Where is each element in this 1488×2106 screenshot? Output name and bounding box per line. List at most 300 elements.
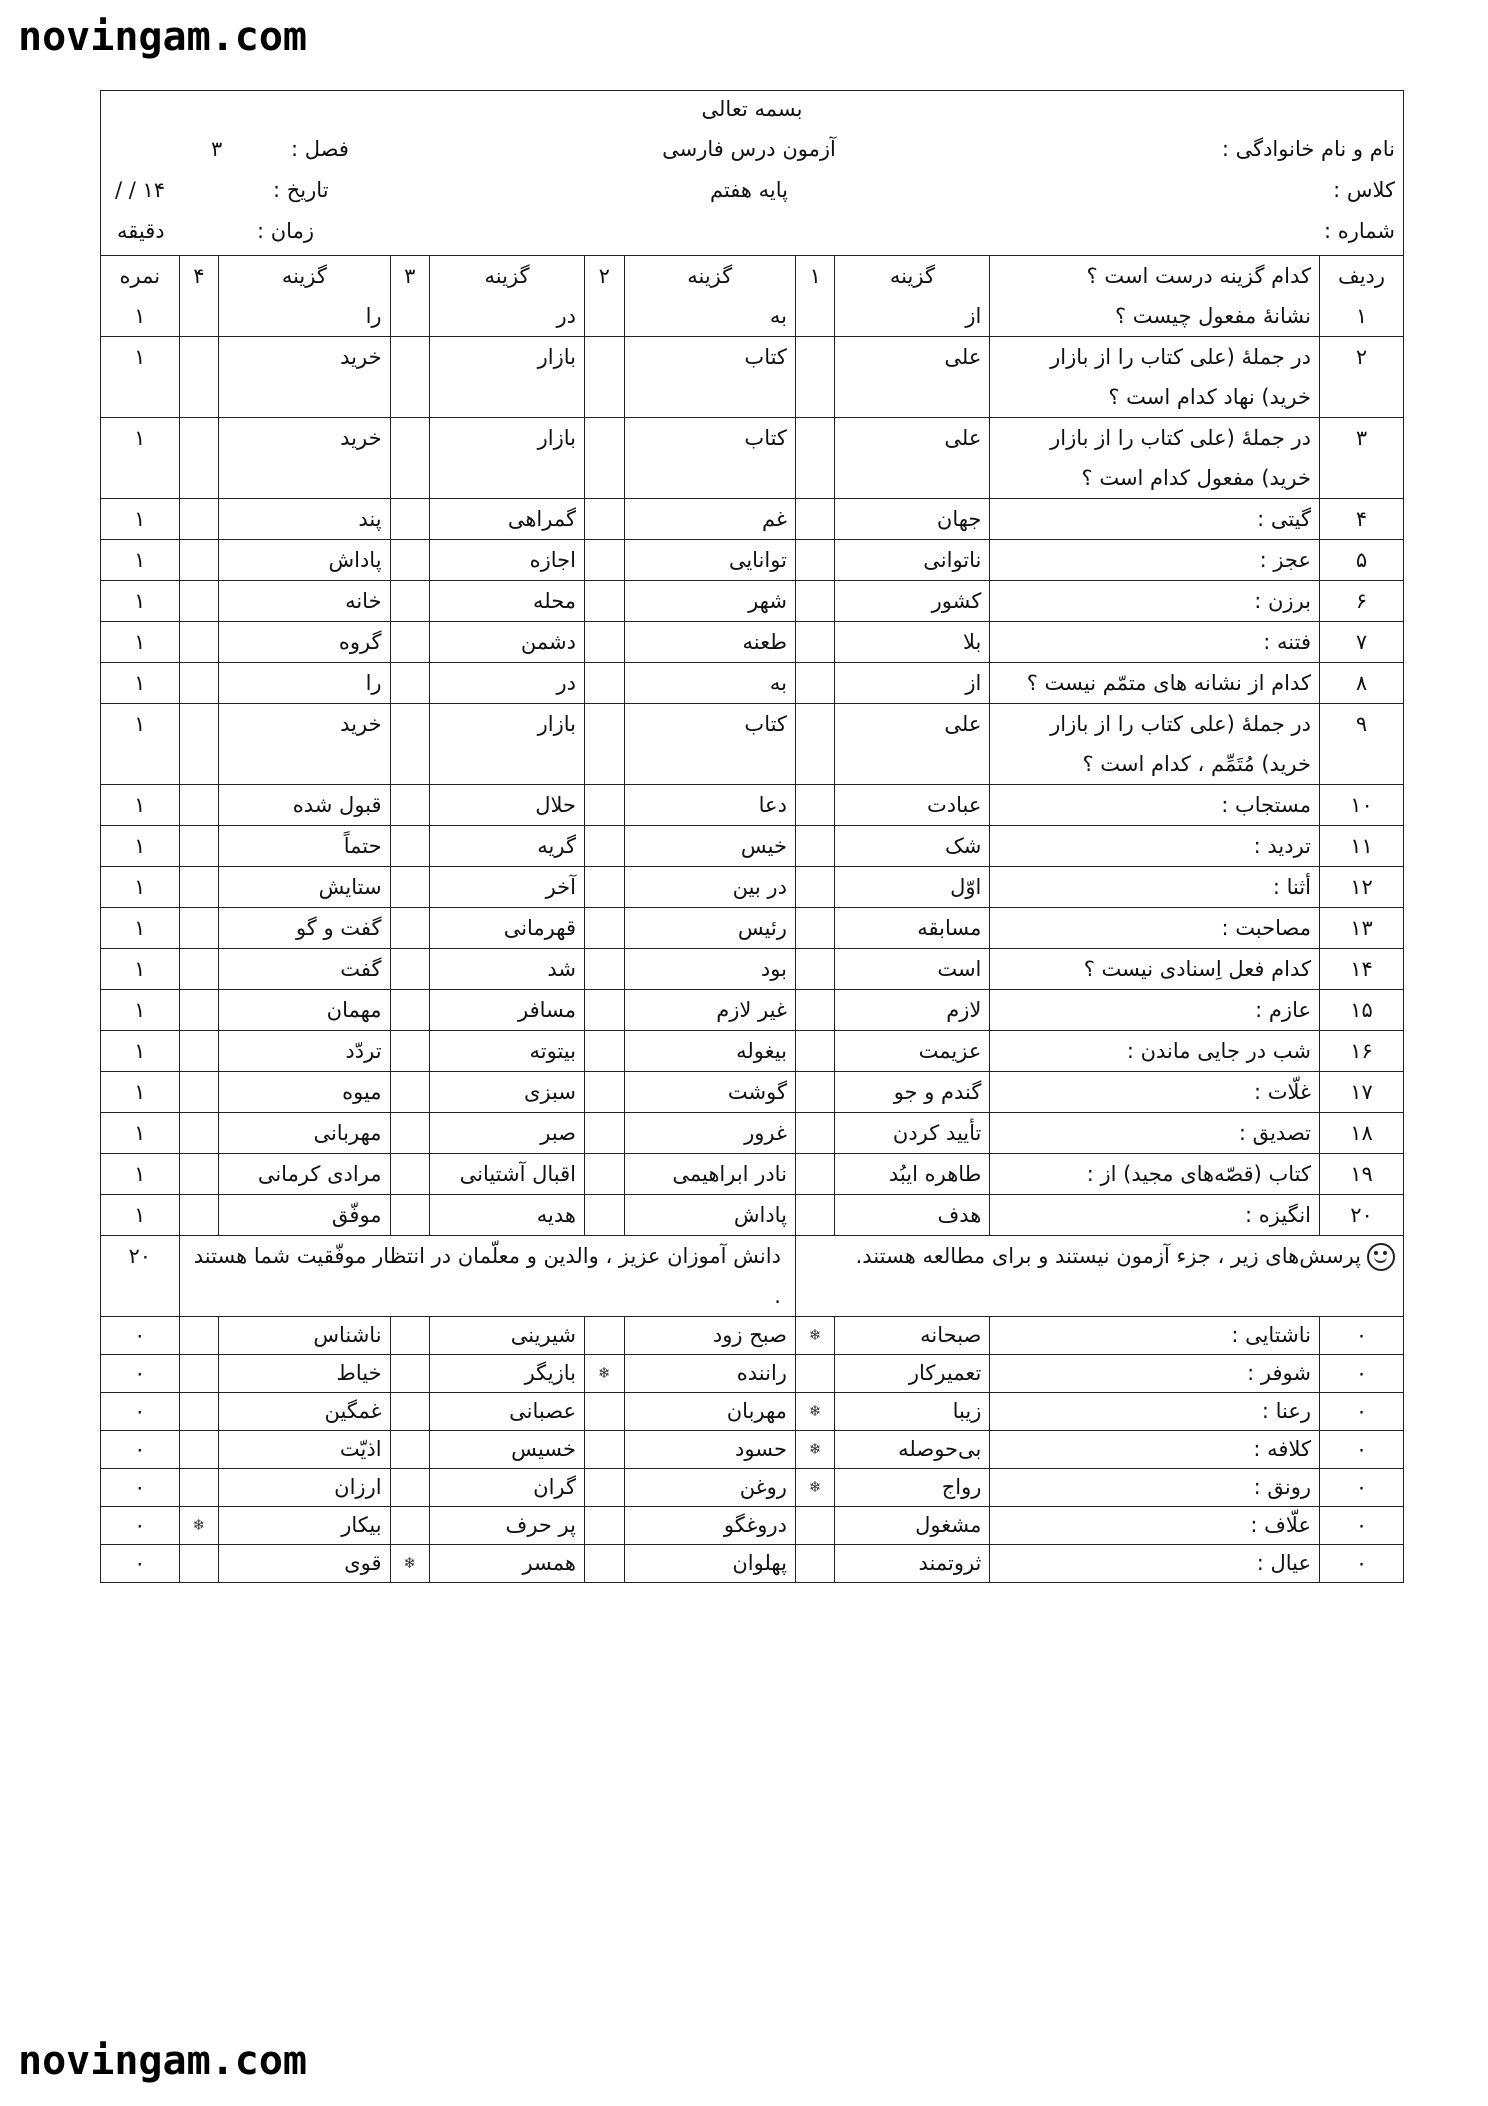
study-note-cell	[795, 1236, 1403, 1317]
time-label: زمان :	[257, 219, 314, 243]
study-option-3: پر حرف	[430, 1507, 585, 1545]
option-1-mark	[795, 540, 835, 581]
study-option-4: غمگین	[219, 1393, 390, 1431]
answer-star-icon	[179, 1545, 219, 1583]
option-2-mark	[585, 663, 625, 704]
question-text: تردید :	[990, 826, 1320, 867]
option-4: گفت و گو	[219, 908, 390, 949]
option-4: حتماً	[219, 826, 390, 867]
study-option-3: گران	[430, 1469, 585, 1507]
option-4: خرید	[219, 337, 390, 418]
option-2-mark	[585, 622, 625, 663]
question-score: ۱	[101, 908, 179, 949]
question-row	[101, 540, 1403, 581]
time-unit: دقیقه	[117, 219, 165, 243]
study-score: ٠	[101, 1355, 179, 1393]
question-score: ۱	[101, 581, 179, 622]
option-4-mark	[179, 908, 219, 949]
option-2: به	[624, 663, 795, 704]
option-2: غم	[624, 499, 795, 540]
answer-star-icon	[390, 1393, 430, 1431]
question-text: أثنا :	[990, 867, 1320, 908]
study-number: ٠	[1320, 1355, 1404, 1393]
option-3: گریه	[430, 826, 585, 867]
col-option4-number: ۴	[179, 256, 219, 296]
question-row	[101, 1072, 1403, 1113]
option-2: به	[624, 296, 795, 337]
question-text: نشانهٔ مفعول چیست ؟	[990, 296, 1320, 337]
study-number: ٠	[1320, 1545, 1404, 1583]
option-2-mark	[585, 1072, 625, 1113]
option-3-mark	[390, 663, 430, 704]
question-score: ۱	[101, 1072, 179, 1113]
question-text: در جملهٔ (علی کتاب را از بازار خرید) نهاد کدام است ؟	[990, 337, 1320, 418]
option-4: مرادی کرمانی	[219, 1154, 390, 1195]
option-2: شهر	[624, 581, 795, 622]
option-4-mark	[179, 663, 219, 704]
option-1-mark	[795, 1031, 835, 1072]
option-3: گمراهی	[430, 499, 585, 540]
question-text: تصدیق :	[990, 1113, 1320, 1154]
question-score: ۱	[101, 499, 179, 540]
option-4: گروه	[219, 622, 390, 663]
option-4-mark	[179, 1154, 219, 1195]
questions-table	[101, 256, 1403, 1582]
exam-header	[101, 91, 1403, 256]
study-score: ٠	[101, 1431, 179, 1469]
option-3-mark	[390, 1154, 430, 1195]
study-number: ٠	[1320, 1507, 1404, 1545]
question-score: ۱	[101, 1031, 179, 1072]
answer-star-icon	[585, 1469, 625, 1507]
option-4: موفّق	[219, 1195, 390, 1236]
table-header-row	[101, 256, 1403, 296]
answer-star-icon	[390, 1507, 430, 1545]
option-2-mark	[585, 908, 625, 949]
exam-title: آزمون درس فارسی	[662, 137, 836, 161]
option-3-mark	[390, 337, 430, 418]
option-2: بود	[624, 949, 795, 990]
study-option-2: دروغگو	[624, 1507, 795, 1545]
option-4: قبول شده	[219, 785, 390, 826]
question-number: ۱۶	[1320, 1031, 1404, 1072]
question-text: در جملهٔ (علی کتاب را از بازار خرید) مُتَمِّم ، کدام است ؟	[990, 704, 1320, 785]
option-1: لازم	[835, 990, 990, 1031]
question-text: فتنه :	[990, 622, 1320, 663]
option-3-mark	[390, 990, 430, 1031]
question-row	[101, 949, 1403, 990]
option-3-mark	[390, 418, 430, 499]
option-4-mark	[179, 499, 219, 540]
option-4-mark	[179, 418, 219, 499]
option-3-mark	[390, 867, 430, 908]
option-3-mark	[390, 1031, 430, 1072]
question-score: ۱	[101, 1195, 179, 1236]
option-3: آخر	[430, 867, 585, 908]
option-2-mark	[585, 949, 625, 990]
question-number: ۴	[1320, 499, 1404, 540]
option-1-mark	[795, 296, 835, 337]
exam-sheet	[100, 90, 1404, 1583]
basmala-title: بسمه تعالی	[701, 97, 803, 121]
study-option-1: بی‌حوصله	[835, 1431, 990, 1469]
option-2-mark	[585, 990, 625, 1031]
col-row-header: ردیف	[1320, 256, 1404, 296]
option-3-mark	[390, 949, 430, 990]
question-row	[101, 337, 1403, 418]
option-4-mark	[179, 704, 219, 785]
option-2: بیغوله	[624, 1031, 795, 1072]
option-4: خرید	[219, 704, 390, 785]
study-option-4: ارزان	[219, 1469, 390, 1507]
study-option-4: قوی	[219, 1545, 390, 1583]
study-option-2: مهربان	[624, 1393, 795, 1431]
question-number: ۵	[1320, 540, 1404, 581]
option-2: پاداش	[624, 1195, 795, 1236]
answer-star-icon: ❄	[795, 1431, 835, 1469]
option-1-mark	[795, 908, 835, 949]
option-4-mark	[179, 1072, 219, 1113]
option-1: بلا	[835, 622, 990, 663]
option-1: شک	[835, 826, 990, 867]
question-text: کدام فعل اِسنادی نیست ؟	[990, 949, 1320, 990]
option-3: بازار	[430, 337, 585, 418]
study-option-1: تعمیرکار	[835, 1355, 990, 1393]
question-row	[101, 826, 1403, 867]
option-3-mark	[390, 499, 430, 540]
col-option2-header: گزینه	[624, 256, 795, 296]
option-4: ستایش	[219, 867, 390, 908]
option-4: میوه	[219, 1072, 390, 1113]
date-value: / / ۱۴	[115, 178, 166, 202]
study-option-1: ثروتمند	[835, 1545, 990, 1583]
study-option-2: صبح زود	[624, 1317, 795, 1355]
question-score: ۱	[101, 990, 179, 1031]
question-row	[101, 908, 1403, 949]
question-row	[101, 1154, 1403, 1195]
option-1-mark	[795, 990, 835, 1031]
answer-star-icon	[390, 1317, 430, 1355]
option-3: شد	[430, 949, 585, 990]
option-1: ناتوانی	[835, 540, 990, 581]
option-4-mark	[179, 826, 219, 867]
study-option-4: اذیّت	[219, 1431, 390, 1469]
study-option-1: زیبا	[835, 1393, 990, 1431]
option-3-mark	[390, 1195, 430, 1236]
study-option-3: عصبانی	[430, 1393, 585, 1431]
study-score: ٠	[101, 1317, 179, 1355]
option-1: کشور	[835, 581, 990, 622]
option-4-mark	[179, 622, 219, 663]
question-number: ۱۷	[1320, 1072, 1404, 1113]
study-number: ٠	[1320, 1469, 1404, 1507]
option-1: اوّل	[835, 867, 990, 908]
option-3-mark	[390, 540, 430, 581]
option-2: خیس	[624, 826, 795, 867]
col-option4-header: گزینه	[219, 256, 390, 296]
answer-star-icon	[179, 1431, 219, 1469]
option-2-mark	[585, 1113, 625, 1154]
question-text: عجز :	[990, 540, 1320, 581]
question-text: گیتی :	[990, 499, 1320, 540]
option-2-mark	[585, 704, 625, 785]
option-3-mark	[390, 1072, 430, 1113]
question-score: ۱	[101, 1113, 179, 1154]
study-note-text: پرسش‌های زیر ، جزء آزمون نیستند و برای مطالعه هستند.	[855, 1244, 1361, 1268]
option-2-mark	[585, 867, 625, 908]
option-4: خانه	[219, 581, 390, 622]
study-number: ٠	[1320, 1431, 1404, 1469]
study-option-3: بازیگر	[430, 1355, 585, 1393]
option-1-mark	[795, 949, 835, 990]
option-2: طعنه	[624, 622, 795, 663]
option-1: از	[835, 296, 990, 337]
study-word: عیال :	[990, 1545, 1320, 1583]
question-text: انگیزه :	[990, 1195, 1320, 1236]
option-3: دشمن	[430, 622, 585, 663]
study-option-4: ناشناس	[219, 1317, 390, 1355]
chapter-label: فصل :	[291, 137, 349, 161]
study-option-4: بیکار	[219, 1507, 390, 1545]
option-3: محله	[430, 581, 585, 622]
answer-star-icon	[585, 1431, 625, 1469]
option-2: توانایی	[624, 540, 795, 581]
chapter-value: ۳	[211, 137, 223, 161]
option-3: بازار	[430, 704, 585, 785]
question-number: ۹	[1320, 704, 1404, 785]
option-1: علی	[835, 704, 990, 785]
question-row	[101, 1031, 1403, 1072]
study-option-3: خسیس	[430, 1431, 585, 1469]
answer-star-icon	[179, 1469, 219, 1507]
study-option-2: راننده	[624, 1355, 795, 1393]
question-number: ۱۵	[1320, 990, 1404, 1031]
answer-star-icon	[390, 1469, 430, 1507]
study-word: ناشتایی :	[990, 1317, 1320, 1355]
study-option-3: همسر	[430, 1545, 585, 1583]
question-number: ۳	[1320, 418, 1404, 499]
option-2: غرور	[624, 1113, 795, 1154]
option-1: علی	[835, 337, 990, 418]
question-text: عازم :	[990, 990, 1320, 1031]
option-2: کتاب	[624, 418, 795, 499]
option-1-mark	[795, 581, 835, 622]
question-text: کتاب (قصّه‌های مجید) از :	[990, 1154, 1320, 1195]
answer-star-icon	[390, 1431, 430, 1469]
option-4-mark	[179, 540, 219, 581]
option-4: را	[219, 296, 390, 337]
option-1-mark	[795, 1154, 835, 1195]
option-1: عزیمت	[835, 1031, 990, 1072]
col-question-header: کدام گزینه درست است ؟	[990, 256, 1320, 296]
note-row	[101, 1236, 1403, 1317]
option-4-mark	[179, 1113, 219, 1154]
option-4-mark	[179, 581, 219, 622]
answer-star-icon	[585, 1317, 625, 1355]
question-number: ۱۱	[1320, 826, 1404, 867]
study-number: ٠	[1320, 1393, 1404, 1431]
option-3-mark	[390, 622, 430, 663]
option-3-mark	[390, 908, 430, 949]
study-option-2: پهلوان	[624, 1545, 795, 1583]
study-row	[101, 1545, 1403, 1583]
answer-star-icon: ❄	[179, 1507, 219, 1545]
study-row	[101, 1507, 1403, 1545]
option-3: هدیه	[430, 1195, 585, 1236]
option-4: مهمان	[219, 990, 390, 1031]
option-3-mark	[390, 296, 430, 337]
option-1: مسابقه	[835, 908, 990, 949]
answer-star-icon	[795, 1355, 835, 1393]
option-2-mark	[585, 785, 625, 826]
option-1-mark	[795, 826, 835, 867]
question-number: ۱۰	[1320, 785, 1404, 826]
question-text: برزن :	[990, 581, 1320, 622]
question-text: شب در جایی ماندن :	[990, 1031, 1320, 1072]
option-2-mark	[585, 1031, 625, 1072]
encouragement-note: دانش آموزان عزیز ، والدین و معلّمان در انتظار موفّقیت شما هستند .	[179, 1236, 795, 1317]
question-number: ۱۳	[1320, 908, 1404, 949]
question-row	[101, 990, 1403, 1031]
question-score: ۱	[101, 785, 179, 826]
option-2-mark	[585, 499, 625, 540]
answer-star-icon	[179, 1317, 219, 1355]
option-2-mark	[585, 540, 625, 581]
answer-star-icon	[390, 1355, 430, 1393]
option-4-mark	[179, 1031, 219, 1072]
study-score: ٠	[101, 1545, 179, 1583]
question-row	[101, 622, 1403, 663]
question-text: مصاحبت :	[990, 908, 1320, 949]
question-number: ۱	[1320, 296, 1404, 337]
option-1: است	[835, 949, 990, 990]
option-1: علی	[835, 418, 990, 499]
answer-star-icon: ❄	[390, 1545, 430, 1583]
study-row	[101, 1317, 1403, 1355]
option-2: دعا	[624, 785, 795, 826]
option-1: هدف	[835, 1195, 990, 1236]
study-option-1: صبحانه	[835, 1317, 990, 1355]
option-3-mark	[390, 826, 430, 867]
option-1-mark	[795, 418, 835, 499]
option-2-mark	[585, 826, 625, 867]
option-4: خرید	[219, 418, 390, 499]
option-1-mark	[795, 867, 835, 908]
option-4: گفت	[219, 949, 390, 990]
question-row	[101, 704, 1403, 785]
study-option-3: شیرینی	[430, 1317, 585, 1355]
question-row	[101, 785, 1403, 826]
col-score-header: نمره	[101, 256, 179, 296]
date-label: تاریخ :	[273, 178, 329, 202]
option-4-mark	[179, 785, 219, 826]
option-1: عبادت	[835, 785, 990, 826]
total-score: ۲۰	[101, 1236, 179, 1317]
question-text: کدام از نشانه های متمّم نیست ؟	[990, 663, 1320, 704]
answer-star-icon	[795, 1507, 835, 1545]
answer-star-icon	[179, 1355, 219, 1393]
option-2: نادر ابراهیمی	[624, 1154, 795, 1195]
question-score: ۱	[101, 337, 179, 418]
question-number: ۱۸	[1320, 1113, 1404, 1154]
question-row	[101, 296, 1403, 337]
question-text: غلّات :	[990, 1072, 1320, 1113]
option-3: بازار	[430, 418, 585, 499]
study-option-4: خیاط	[219, 1355, 390, 1393]
option-4: را	[219, 663, 390, 704]
question-row	[101, 418, 1403, 499]
answer-star-icon	[585, 1507, 625, 1545]
option-3: اجازه	[430, 540, 585, 581]
option-2: در بین	[624, 867, 795, 908]
option-3: مسافر	[430, 990, 585, 1031]
col-option1-header: گزینه	[835, 256, 990, 296]
option-4-mark	[179, 1195, 219, 1236]
option-4: پند	[219, 499, 390, 540]
col-option3-number: ۳	[390, 256, 430, 296]
answer-star-icon: ❄	[795, 1469, 835, 1507]
option-2-mark	[585, 1195, 625, 1236]
option-3: صبر	[430, 1113, 585, 1154]
study-word: علّاف :	[990, 1507, 1320, 1545]
study-score: ٠	[101, 1393, 179, 1431]
question-score: ۱	[101, 949, 179, 990]
study-number: ٠	[1320, 1317, 1404, 1355]
option-2: رئیس	[624, 908, 795, 949]
option-3-mark	[390, 704, 430, 785]
question-row	[101, 663, 1403, 704]
question-number: ۸	[1320, 663, 1404, 704]
question-row	[101, 1113, 1403, 1154]
question-score: ۱	[101, 540, 179, 581]
option-1-mark	[795, 1072, 835, 1113]
option-3: سبزی	[430, 1072, 585, 1113]
question-row	[101, 867, 1403, 908]
study-word: کلافه :	[990, 1431, 1320, 1469]
option-2: گوشت	[624, 1072, 795, 1113]
question-row	[101, 1195, 1403, 1236]
col-option1-number: ۱	[795, 256, 835, 296]
question-score: ۱	[101, 1154, 179, 1195]
question-row	[101, 581, 1403, 622]
option-3: در	[430, 296, 585, 337]
option-4-mark	[179, 337, 219, 418]
answer-star-icon	[795, 1545, 835, 1583]
question-number: ۱۹	[1320, 1154, 1404, 1195]
option-1: گندم و جو	[835, 1072, 990, 1113]
question-score: ۱	[101, 296, 179, 337]
option-4: مهربانی	[219, 1113, 390, 1154]
study-option-1: رواج	[835, 1469, 990, 1507]
question-score: ۱	[101, 418, 179, 499]
study-row	[101, 1393, 1403, 1431]
col-option3-header: گزینه	[430, 256, 585, 296]
option-2: غیر لازم	[624, 990, 795, 1031]
question-score: ۱	[101, 826, 179, 867]
option-1-mark	[795, 622, 835, 663]
study-word: رونق :	[990, 1469, 1320, 1507]
question-score: ۱	[101, 867, 179, 908]
option-1-mark	[795, 499, 835, 540]
question-row	[101, 499, 1403, 540]
question-number: ۲۰	[1320, 1195, 1404, 1236]
number-label: شماره :	[1323, 219, 1395, 243]
question-score: ۱	[101, 704, 179, 785]
option-1-mark	[795, 704, 835, 785]
option-1: جهان	[835, 499, 990, 540]
option-1-mark	[795, 1195, 835, 1236]
question-number: ۶	[1320, 581, 1404, 622]
